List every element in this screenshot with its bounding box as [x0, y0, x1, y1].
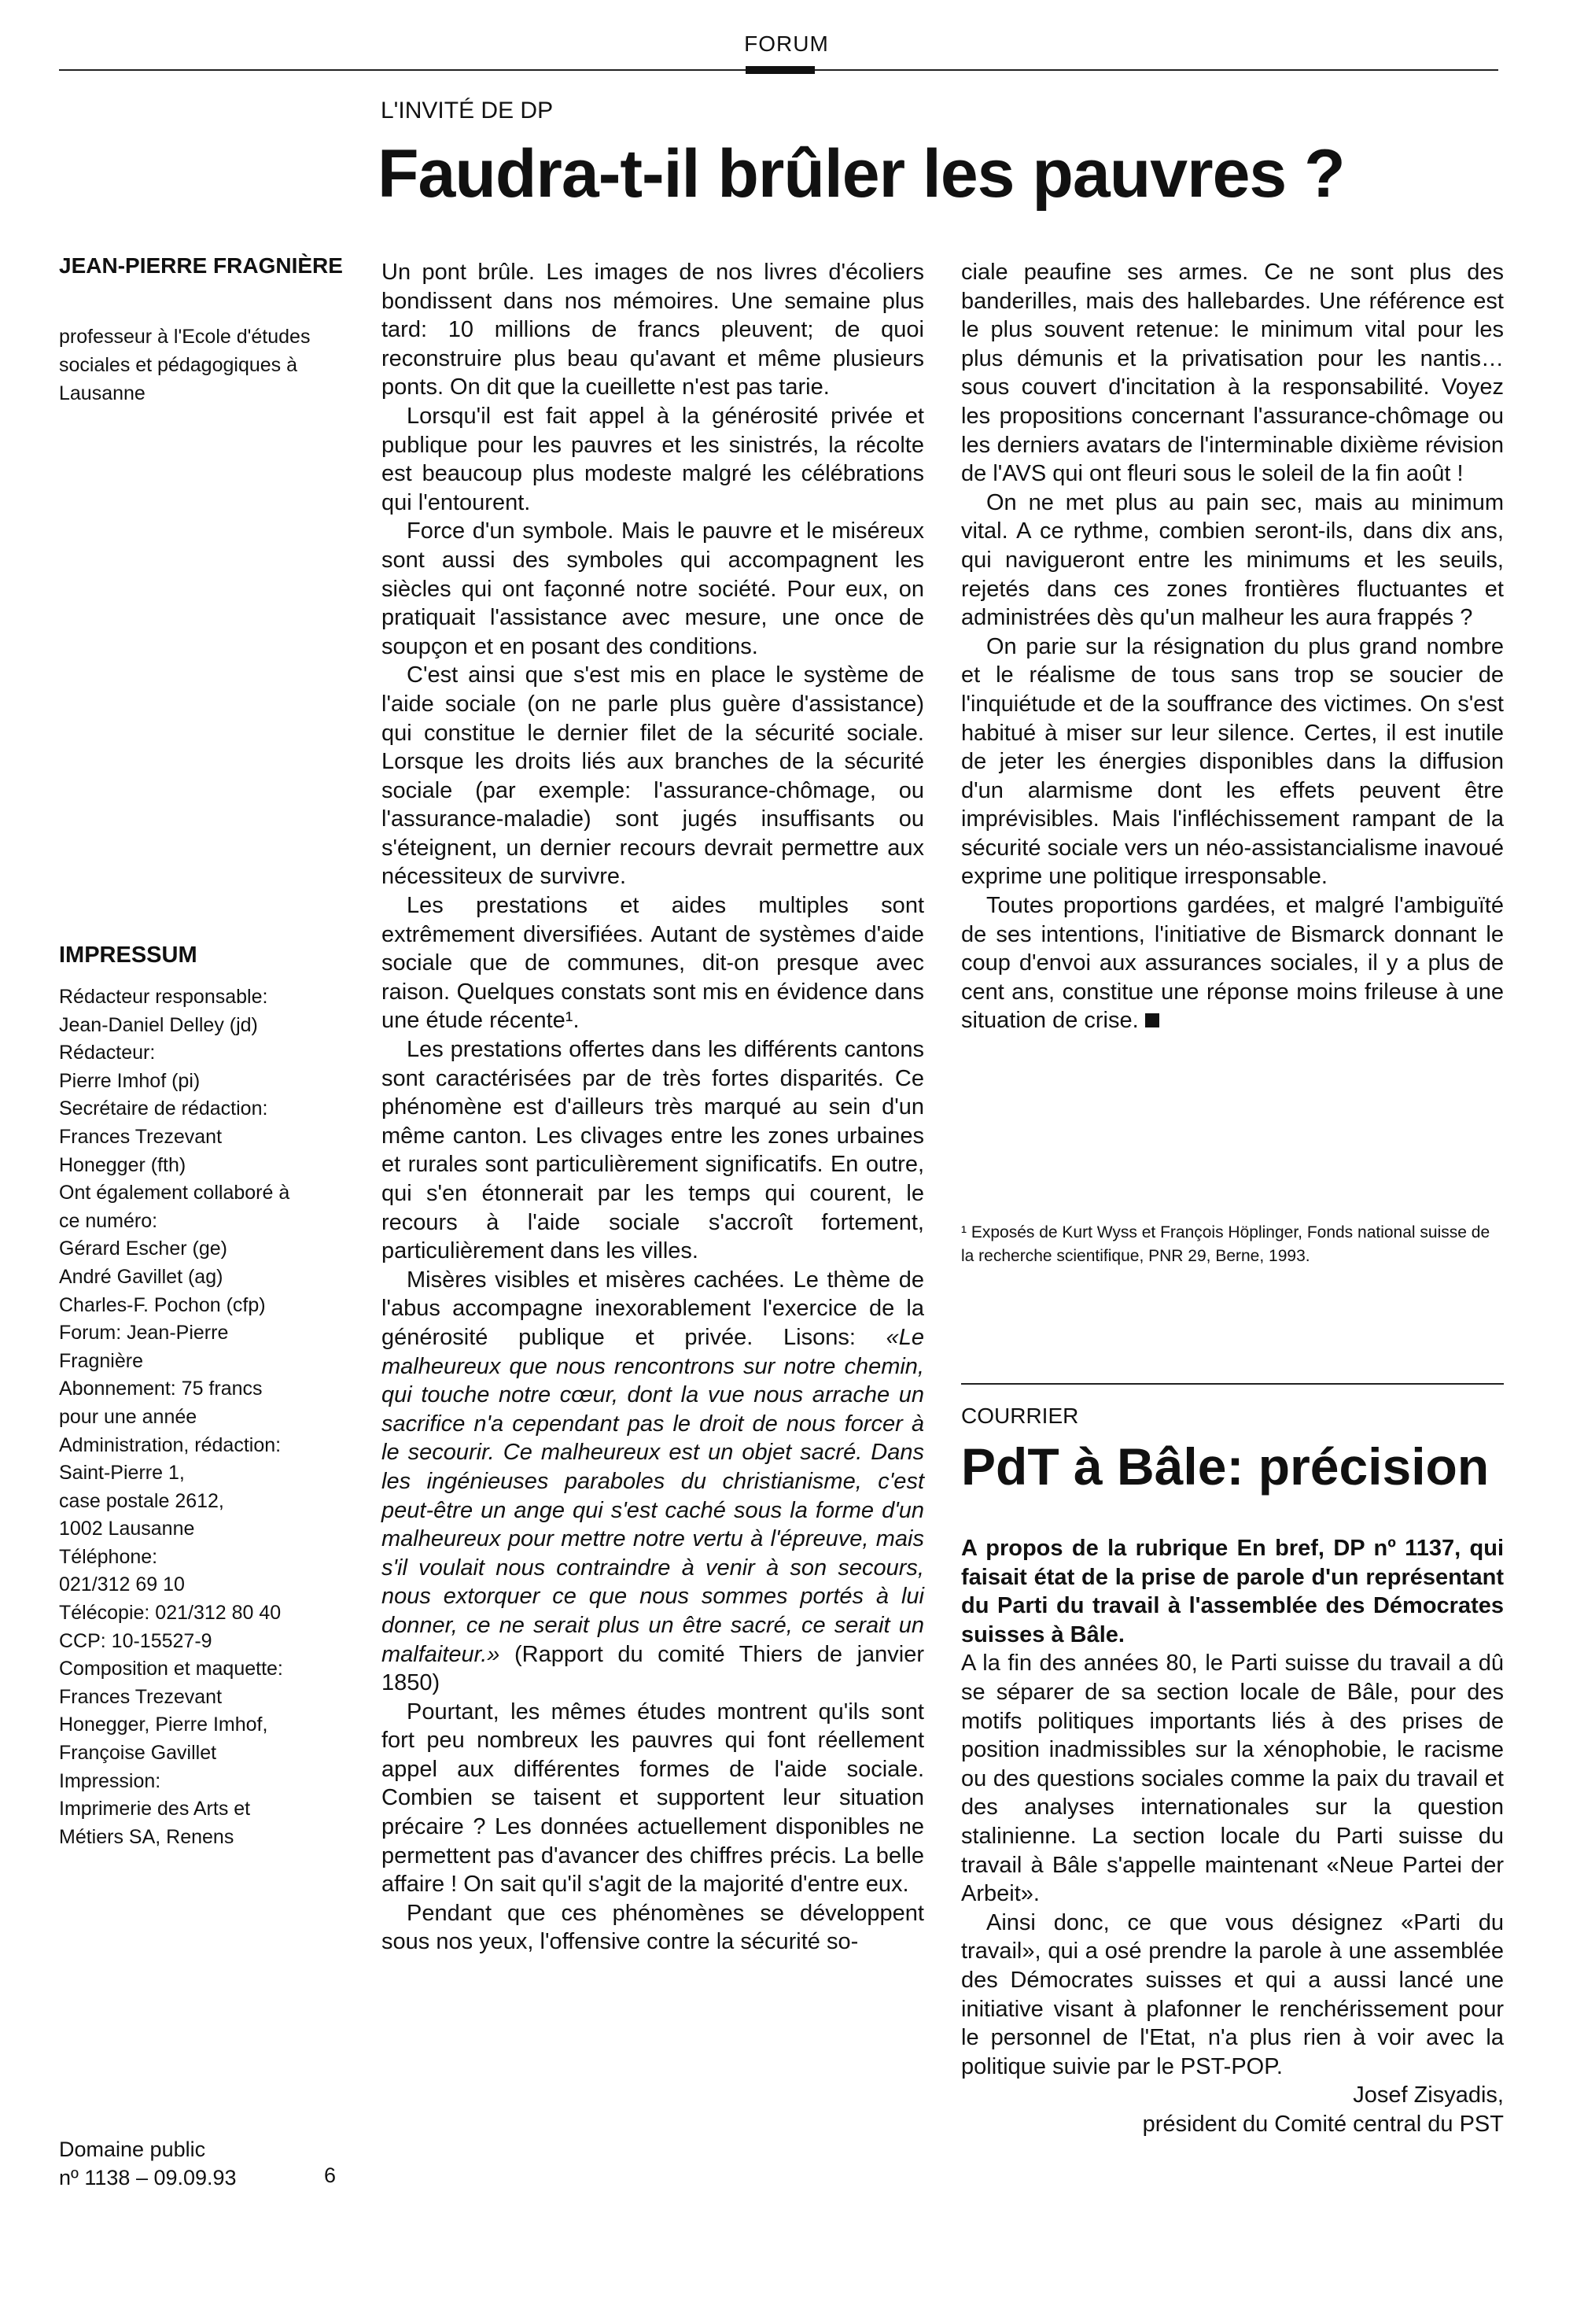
impressum-line: Ont également collaboré à — [59, 1182, 290, 1204]
impressum-line: Abonnement: 75 francs — [59, 1378, 263, 1400]
courrier-title: PdT à Bâle: précision — [961, 1437, 1490, 1496]
paragraph: Ainsi donc, ce que vous désignez «Parti du travail», qui a osé prendre la parole à une assemblée des Démocrates suisses et qui a aussi lancé une initiative visant à plafonner le renchérissement pour le personnel de l'Etat, n'a plus rien à voir avec la politique suivie par le PST-POP. — [961, 1909, 1504, 2079]
impressum-line: Téléphone: — [59, 1545, 158, 1568]
impressum-title: IMPRESSUM — [59, 943, 197, 968]
impressum-line: Honegger (fth) — [59, 1153, 186, 1176]
paragraph: Un pont brûle. Les images de nos livres d'écoliers bondissent dans nos mémoires. Une semaine plus tard: 10 millions de francs pleuvent; de quoi reconstruire plus beau qu'avant et même plusieurs ponts. On dit que la cueillette n'est pas tarie. — [381, 260, 924, 400]
impressum-line: Administration, rédaction: — [59, 1433, 282, 1456]
impressum-line: 021/312 69 10 — [59, 1573, 185, 1596]
impressum-line: Pierre Imhof (pi) — [59, 1069, 201, 1092]
article-kicker: L'INVITÉ DE DP — [381, 98, 554, 124]
courrier-body — [961, 1534, 1504, 2138]
paragraph: ciale peaufine ses armes. Ce ne sont plus des banderilles, mais des hallebardes. Une référence est le plus souvent retenue: le minimum vital pour les plus démunis et la privatisation pour les nantis… sous couvert d'incitation à la responsabilité. Voyez les propositions concernant l'assurance-chômage ou les derniers avatars de l'interminable dixième révision de l'AVS qui ont fleuri sous le soleil de la fin août ! — [961, 260, 1504, 487]
signature-title: président du Comité central du PST — [1142, 2111, 1504, 2137]
article-column-2 — [961, 258, 1504, 1035]
quote-source: (Rapport du comité Thiers de janvier 1850) — [381, 1641, 924, 1696]
paragraph: C'est ainsi que s'est mis en place le système de l'aide sociale (on ne parle plus guère d'assistance) qui constitue le dernier filet de la sécurité sociale. Lorsque les droits liés aux branches de la sécurité sociale (par exemple: l'assurance-chômage, ou l'assurance-maladie) sont jugés insuffisants ou s'éteignent, un dernier recours devrait permettre aux nécessiteux de survivre. — [381, 662, 924, 890]
impressum-line: Rédacteur: — [59, 1042, 156, 1064]
impressum-line: Saint-Pierre 1, — [59, 1462, 185, 1485]
footnote: ¹ Exposés de Kurt Wyss et François Höplinger, Fonds national suisse de la recherche scientifique, PNR 29, Berne, 1993. — [961, 1223, 1490, 1265]
impressum-line: Secrétaire de rédaction: — [59, 1097, 268, 1120]
impressum-line: Françoise Gavillet — [59, 1742, 217, 1765]
issue-number: nº 1138 – 09.09.93 — [59, 2166, 237, 2189]
paragraph: Force d'un symbole. Mais le pauvre et le miséreux sont aussi des symboles qui accompagnent les siècles qui ont façonné notre société. Pour eux, on pratiquait l'assistance avec mesure, une once de soupçon et en posant des conditions. — [381, 518, 924, 659]
impressum-line: case postale 2612, — [59, 1489, 224, 1512]
footer-publication — [59, 2135, 342, 2192]
impressum-line: ce numéro: — [59, 1209, 158, 1232]
article-column-1 — [381, 258, 924, 1957]
impressum-line: Frances Trezevant — [59, 1125, 223, 1148]
impressum-line: Télécopie: 021/312 80 40 — [59, 1602, 282, 1625]
header-tab-marker — [746, 66, 815, 74]
impressum-line: Gérard Escher (ge) — [59, 1238, 227, 1260]
signature-name: Josef Zisyadis, — [1353, 2082, 1504, 2108]
page-number: 6 — [324, 2164, 337, 2187]
closing-text: Toutes proportions gardées, et malgré l'ambiguïté de ses intentions, l'initiative de Bismarck donnant le coup d'envoi aux assurances sociales, il y a plus de cent ans, constitue une réponse moins frileuse à une situation de crise. — [961, 893, 1504, 1034]
section-label: FORUM — [744, 31, 829, 56]
paragraph: On parie sur la résignation du plus grand nombre et le réalisme de tous sans trop se soucier de l'inquiétude et de la souffrance des victimes. On s'est habitué à miser sur leur silence. Certes, il est inutile de jeter les énergies disponibles dans la diffusion d'un alarmisme dont les effets peuvent être imprévisibles. Mais l'infléchissement rampant de la sécurité sociale vers un néo-assistancialisme inavoué exprime une politique irresponsable. — [961, 633, 1504, 890]
impressum-line: Jean-Daniel Delley (jd) — [59, 1013, 258, 1036]
impressum-line: Métiers SA, Renens — [59, 1825, 234, 1848]
impressum-line: Charles-F. Pochon (cfp) — [59, 1293, 266, 1316]
end-mark-icon — [1145, 1013, 1159, 1027]
paragraph: On ne met plus au pain sec, mais au minimum vital. A ce rythme, combien seront-ils, dans dix ans, qui navigueront entre les minimums et les seuils, rejetés dans ces zones frontières fluctuantes et administrées dès qu'un malheur les aura frappés ? — [961, 489, 1504, 631]
impressum-line: pour une année — [59, 1405, 197, 1428]
thiers-quote: «Le malheureux que nous rencontrons sur notre chemin, qui touche notre cœur, dont la vue nous arrache un sacrifice n'a cependant pas le droit de nous forcer à le secourir. Ce malheureux est un objet sacré. Dans les ingénieuses paraboles du christianisme, c'est peut-être un ange qui s'est caché sous la forme d'un malheureux pour mettre notre vertu à l'épreuve, mais s'il voulait nous contraindre à venir à son secours, nous extorquer ce que nous sommes portés à lui donner, ce ne serait plus un être sacré, ce serait un malfaiteur.» — [381, 1324, 924, 1667]
courrier-lead: A propos de la rubrique En bref, DP nº 1137, qui faisait état de la prise de parole d'un représentant du Parti du travail à l'assemblée des Démocrates suisses à Bâle. — [961, 1536, 1504, 1647]
author-role: professeur à l'Ecole d'études sociales et pédagogiques à Lausanne — [59, 326, 311, 404]
impressum-line: 1002 Lausanne — [59, 1518, 195, 1540]
publication-name: Domaine public — [59, 2138, 206, 2161]
paragraph: Lorsqu'il est fait appel à la générosité privée et publique pour les pauvres et les sinistrés, la récolte est beaucoup plus modeste malgré les célébrations qui l'entourent. — [381, 403, 924, 515]
paragraph: Les prestations offertes dans les différents cantons sont caractérisées par de très fortes disparités. Ce phénomène est d'ailleurs très marqué au sein d'un même canton. Les clivages entre les zones urbaines et rurales sont particulièrement significatifs. En outre, qui s'en étonnerait par les temps qui courent, le recours à l'aide sociale s'accroît fortement, particulièrement dans les villes. — [381, 1037, 924, 1264]
impressum-list — [59, 983, 358, 1851]
impressum-line: André Gavillet (ag) — [59, 1265, 223, 1288]
impressum-line: Honegger, Pierre Imhof, — [59, 1713, 268, 1736]
quote-intro: Misères visibles et misères cachées. Le thème de l'abus accompagne inexorablement l'exercice de la générosité publique et privée. Lisons: — [381, 1267, 924, 1350]
impressum-line: CCP: 10-15527-9 — [59, 1629, 212, 1652]
impressum-line: Forum: Jean-Pierre — [59, 1322, 229, 1345]
courrier-rule — [961, 1383, 1504, 1385]
courrier-label: COURRIER — [961, 1404, 1079, 1428]
impressum-line: Imprimerie des Arts et — [59, 1798, 251, 1820]
impressum-line: Fragnière — [59, 1349, 143, 1372]
author-name: JEAN-PIERRE FRAGNIÈRE — [59, 253, 343, 278]
article-title: Faudra-t-il brûler les pauvres ? — [378, 136, 1345, 212]
paragraph: A la fin des années 80, le Parti suisse du travail a dû se séparer de sa section locale de Bâle, pour des motifs politiques importants liés à des prises de position inadmissibles sur la xénophobie, le racisme ou des questions sociales comme la paix du travail et des analyses internationales sur la question stalinienne. La section locale du Parti suisse du travail à Bâle s'appelle maintenant «Neue Partei der Arbeit». — [961, 1651, 1504, 1907]
impressum-line: Rédacteur responsable: — [59, 986, 268, 1008]
quote-paragraph — [381, 1266, 924, 1698]
paragraph: Les prestations et aides multiples sont extrêmement diversifiées. Autant de systèmes d'aide sociale que de communes, dit-on presque avec raison. Quelques constats sont mis en évidence dans une étude récente¹. — [381, 893, 924, 1034]
impressum-line: Composition et maquette: — [59, 1658, 283, 1680]
paragraph: Pourtant, les mêmes études montrent qu'ils sont fort peu nombreux les pauvres qui font réellement appel aux différentes formes de l'aide sociale. Combien se taisent et supportent leur situation précaire ? Les données actuellement disponibles ne permettent pas d'avancer des chiffres précis. La belle affaire ! On sait qu'il s'agit de la majorité d'entre eux. — [381, 1699, 924, 1898]
closing-paragraph — [961, 891, 1504, 1035]
impressum-line: Frances Trezevant — [59, 1685, 223, 1708]
paragraph: Pendant que ces phénomènes se développent sous nos yeux, l'offensive contre la sécurité so- — [381, 1900, 924, 1955]
impressum-line: Impression: — [59, 1769, 161, 1792]
